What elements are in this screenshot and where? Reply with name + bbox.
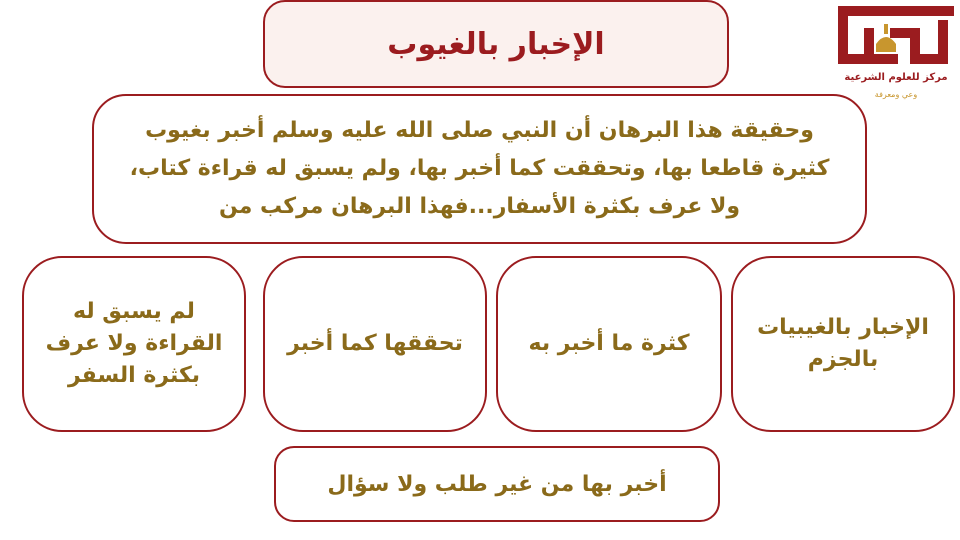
card-text: تحققها كما أخبر bbox=[287, 331, 463, 357]
ihkam-logo-mark bbox=[836, 4, 956, 70]
paragraph-text: وحقيقة هذا البرهان أن النبي صلى الله عليه وسلم أخبر بغيوب كثيرة قاطعا بها، وتحققت كما أخبر بها، ولم يسبق له قراءة كتاب، ولا عرف بكثرة الأسفار...فهذا البرهان مركب من bbox=[129, 118, 830, 219]
bottom-note-text: أخبر بها من غير طلب ولا سؤال bbox=[327, 471, 667, 497]
component-card-1 bbox=[731, 256, 955, 432]
card-text: كثرة ما أخبر به bbox=[528, 331, 690, 357]
logo bbox=[836, 4, 956, 108]
component-card-2 bbox=[496, 256, 722, 432]
bottom-note bbox=[274, 446, 720, 522]
card-text: الإخبار بالغيبيات بالجزم bbox=[757, 315, 929, 372]
component-card-3 bbox=[263, 256, 487, 432]
card-text: لم يسبق له القراءة ولا عرف بكثرة السفر bbox=[45, 299, 223, 388]
logo-tagline: مركز للعلوم الشرعية bbox=[844, 72, 948, 83]
logo-subtagline: وعي ومعرفة bbox=[874, 90, 918, 99]
component-card-4 bbox=[22, 256, 246, 432]
title-banner bbox=[263, 0, 729, 88]
slide-title: الإخبار بالغيوب bbox=[387, 26, 605, 62]
explanation-paragraph bbox=[92, 94, 867, 244]
